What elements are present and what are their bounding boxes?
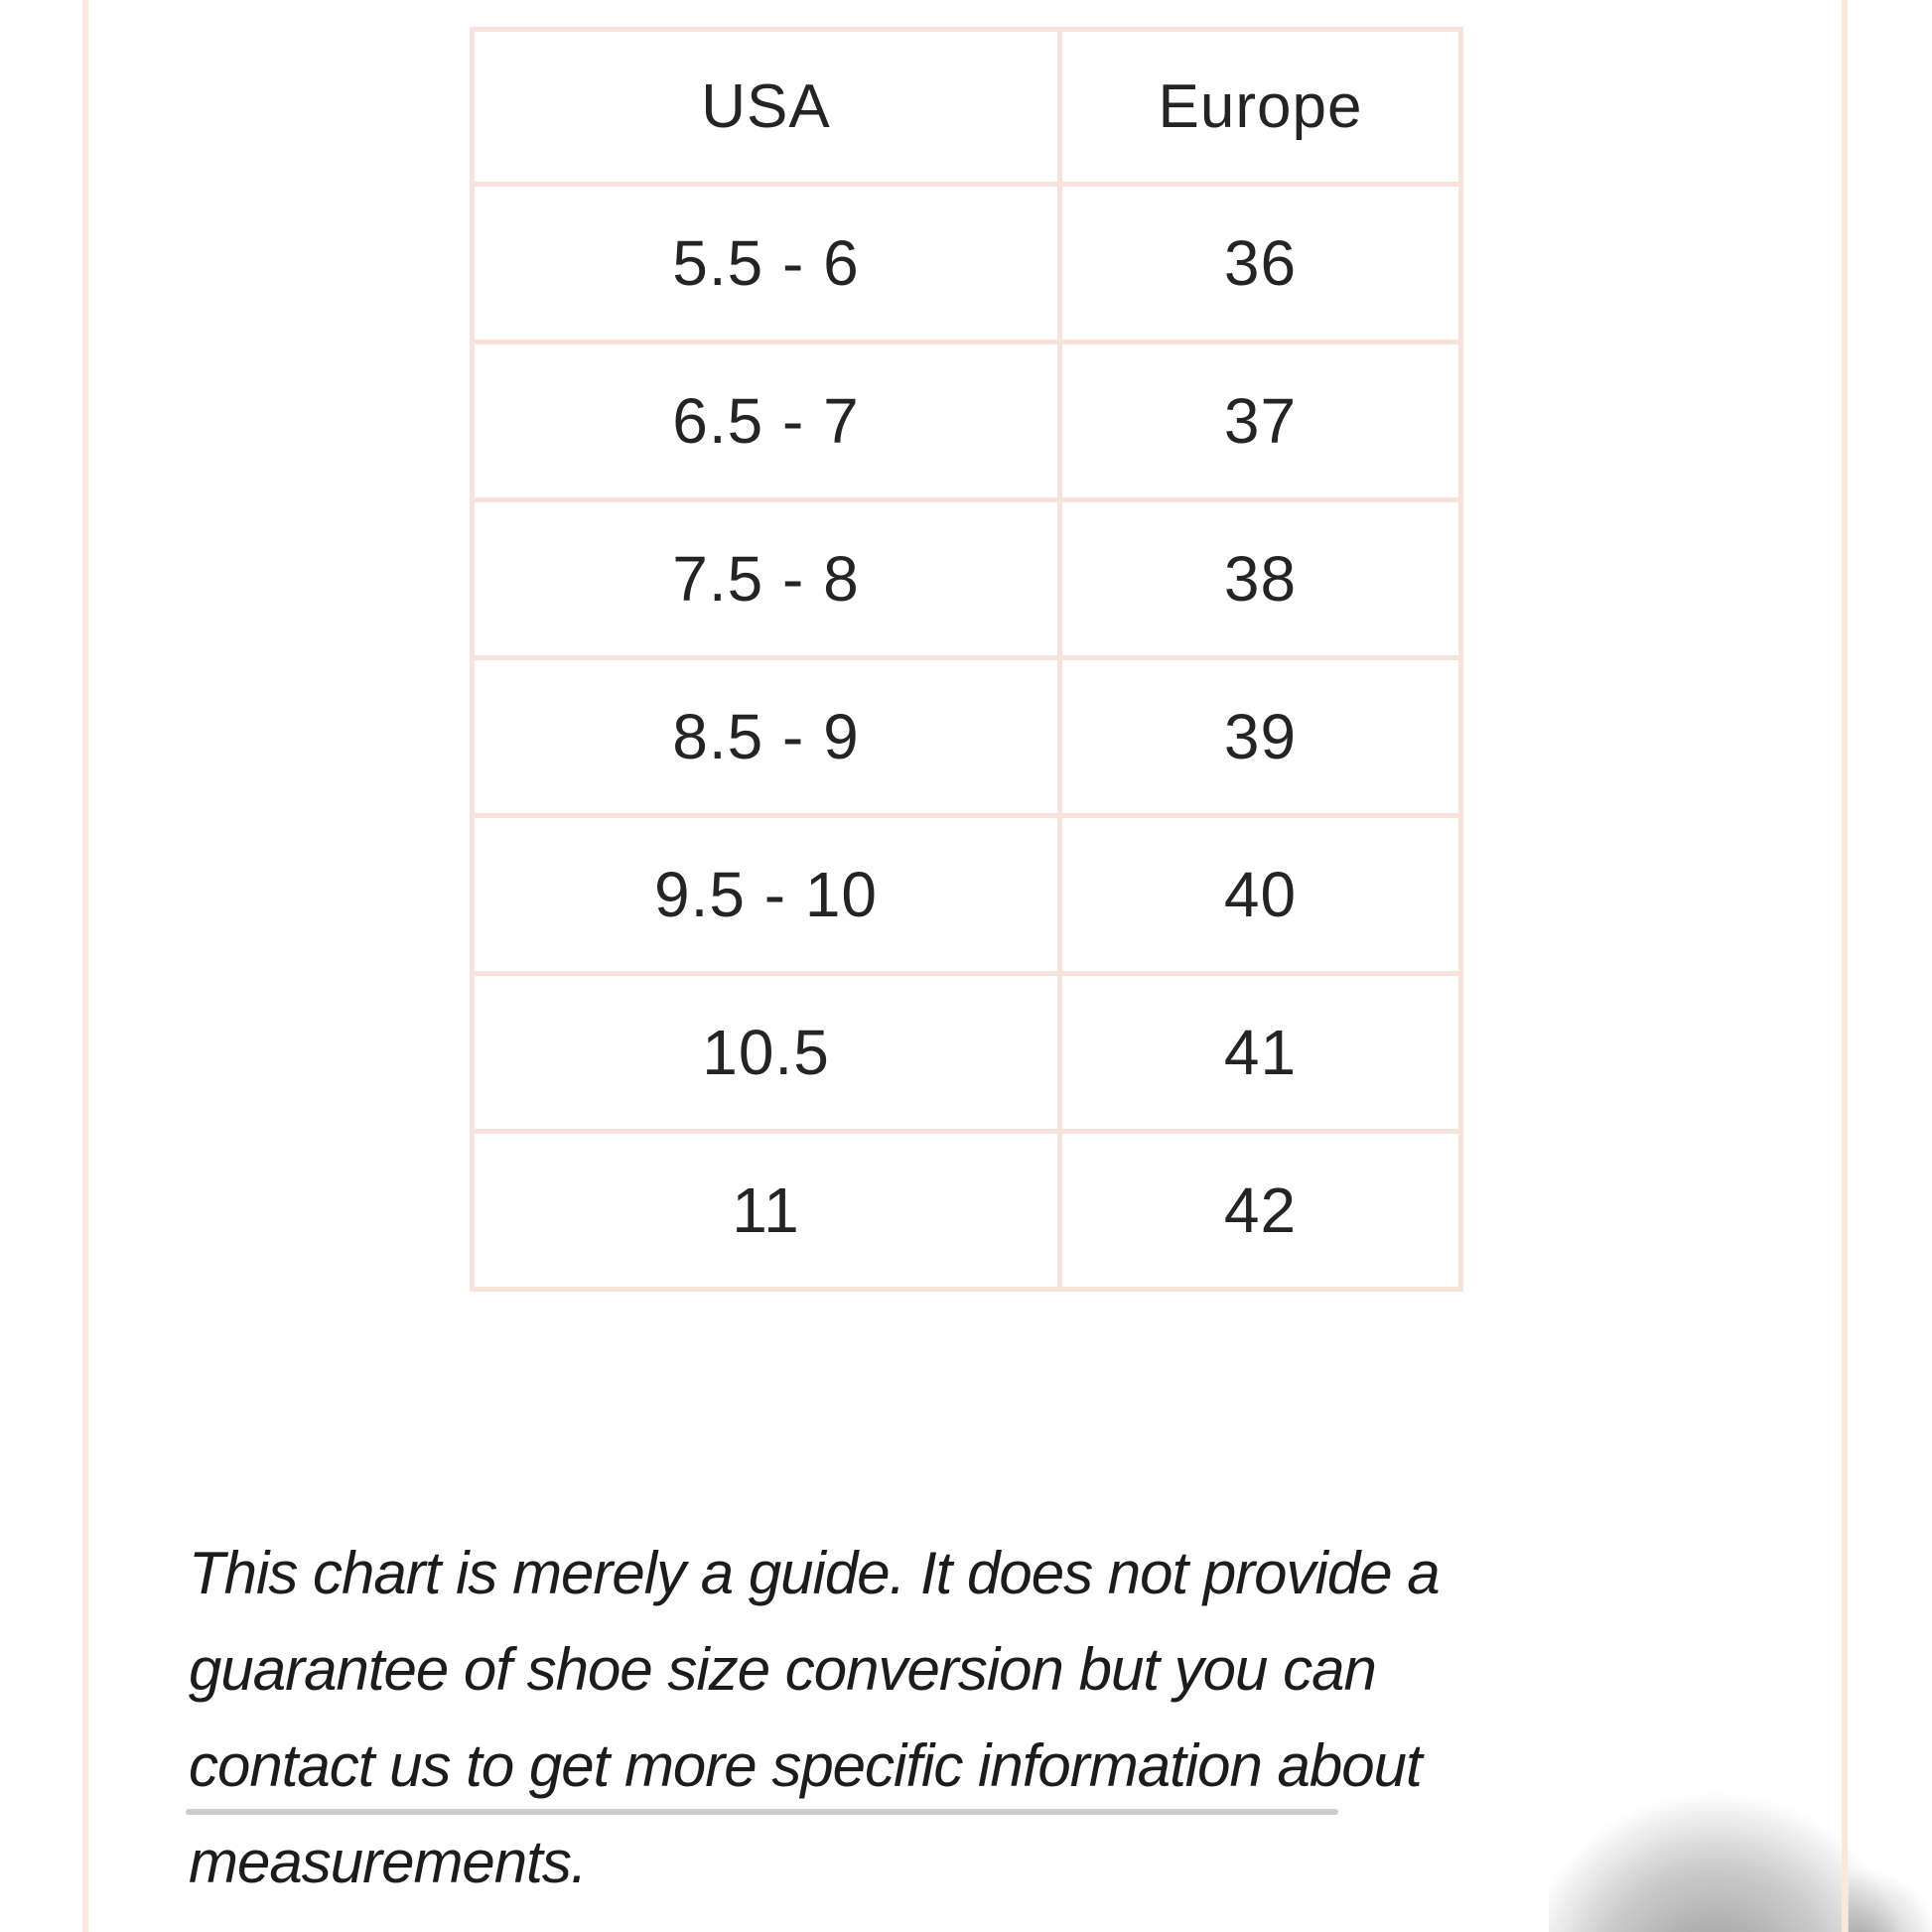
usa-cell: 8.5 - 9 (475, 660, 1057, 813)
table-header-usa: USA (475, 32, 1057, 182)
usa-cell: 9.5 - 10 (475, 818, 1057, 971)
corner-shadow (1549, 1739, 1926, 1932)
disclaimer-text (189, 1525, 1440, 1910)
europe-cell: 36 (1062, 187, 1458, 340)
usa-cell: 7.5 - 8 (475, 502, 1057, 655)
europe-cell: 38 (1062, 502, 1458, 655)
page-edge-line-right (1842, 0, 1848, 1932)
europe-cell: 41 (1062, 976, 1458, 1129)
table-header-europe: Europe (1062, 32, 1458, 182)
usa-cell: 10.5 (475, 976, 1057, 1129)
usa-cell: 5.5 - 6 (475, 187, 1057, 340)
europe-cell: 37 (1062, 345, 1458, 497)
europe-cell: 39 (1062, 660, 1458, 813)
usa-cell: 11 (475, 1134, 1057, 1287)
corner-shadow-small (1849, 1843, 1932, 1932)
size-conversion-table (470, 27, 1463, 1292)
disclaimer-line-1: This chart is merely a guide. It does not provide a (189, 1540, 1440, 1606)
page-edge-line-left (82, 0, 88, 1932)
disclaimer-line-2: guarantee of shoe size conversion but you can (189, 1636, 1376, 1703)
europe-cell: 42 (1062, 1134, 1458, 1287)
europe-cell: 40 (1062, 818, 1458, 971)
disclaimer-line-4: measurements. (189, 1829, 587, 1895)
disclaimer-line-3: contact us to get more specific information about (189, 1732, 1422, 1799)
usa-cell: 6.5 - 7 (475, 345, 1057, 497)
